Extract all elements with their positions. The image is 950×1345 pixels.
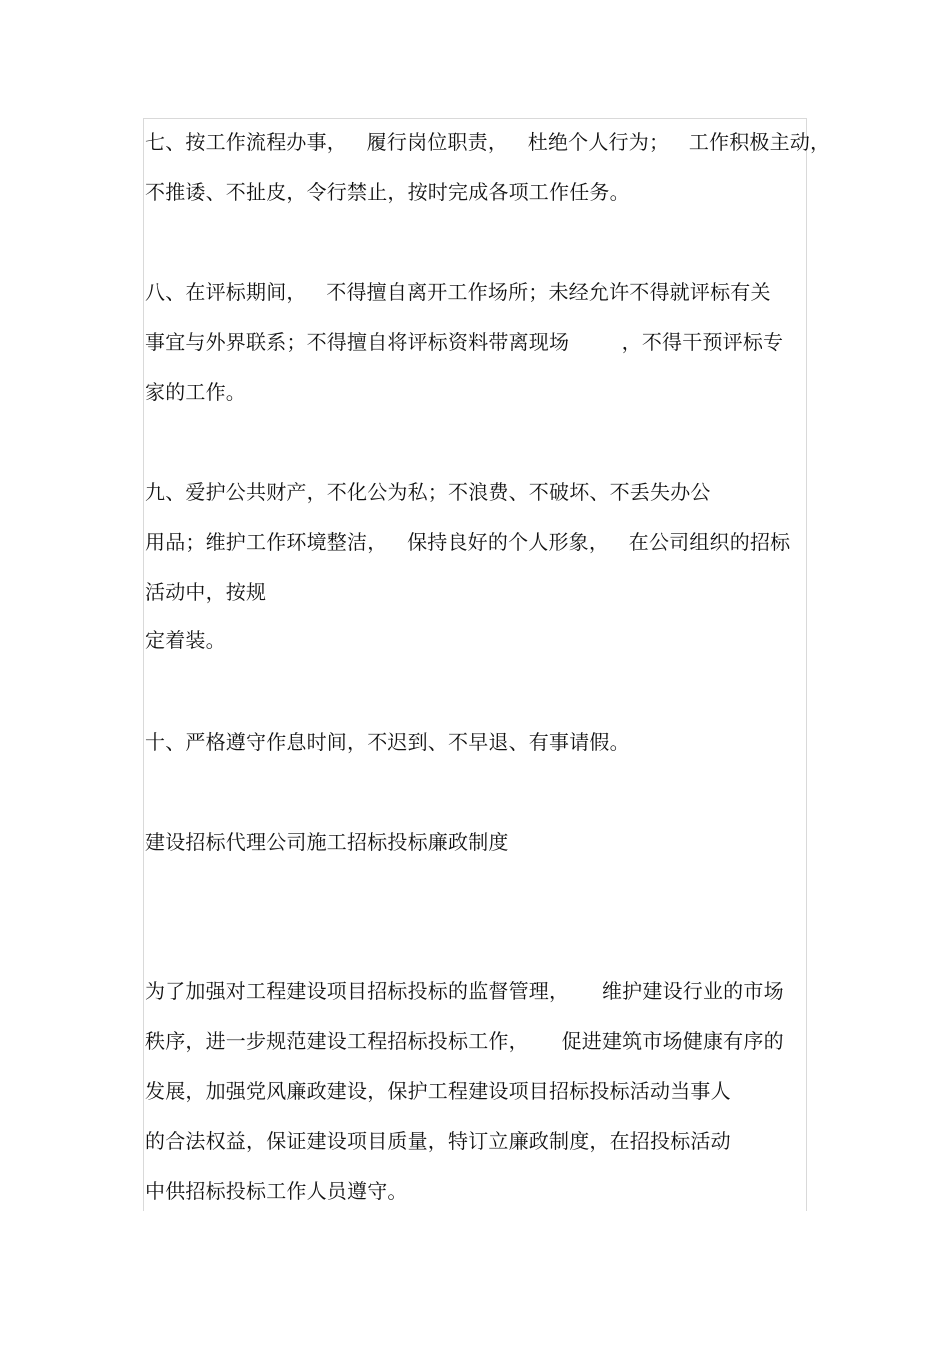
- text-line: 秩序，进一步规范建设工程招标投标工作， 促进建筑市场健康有序的: [145, 1029, 784, 1053]
- text-line: 不推诿、不扯皮，令行禁止，按时完成各项工作任务。: [145, 180, 630, 204]
- text-line: 家的工作。: [145, 380, 246, 404]
- text-line: 用品；维护工作环境整洁， 保持良好的个人形象， 在公司组织的招标: [145, 530, 791, 554]
- text-line: 事宜与外界联系；不得擅自将评标资料带离现场 ，不得干预评标专: [145, 330, 784, 354]
- text-line: 活动中，按规: [145, 580, 267, 604]
- text-line: 七、按工作流程办事， 履行岗位职责， 杜绝个人行为； 工作积极主动，: [145, 130, 831, 154]
- text-line: 定着装。: [145, 628, 226, 652]
- text-line: 八、在评标期间， 不得擅自离开工作场所；未经允许不得就评标有关: [145, 280, 771, 304]
- text-line: 发展，加强党风廉政建设，保护工程建设项目招标投标活动当事人: [145, 1079, 731, 1103]
- text-line: 的合法权益，保证建设项目质量，特订立廉政制度，在招投标活动: [145, 1129, 731, 1153]
- text-line: 中供招标投标工作人员遵守。: [145, 1179, 408, 1203]
- text-line: 为了加强对工程建设项目招标投标的监督管理， 维护建设行业的市场: [145, 979, 784, 1003]
- text-line: 十、严格遵守作息时间，不迟到、不早退、有事请假。: [145, 730, 630, 754]
- text-line: 九、爱护公共财产，不化公为私；不浪费、不破坏、不丢失办公: [145, 480, 711, 504]
- section-title: 建设招标代理公司施工招标投标廉政制度: [145, 830, 509, 854]
